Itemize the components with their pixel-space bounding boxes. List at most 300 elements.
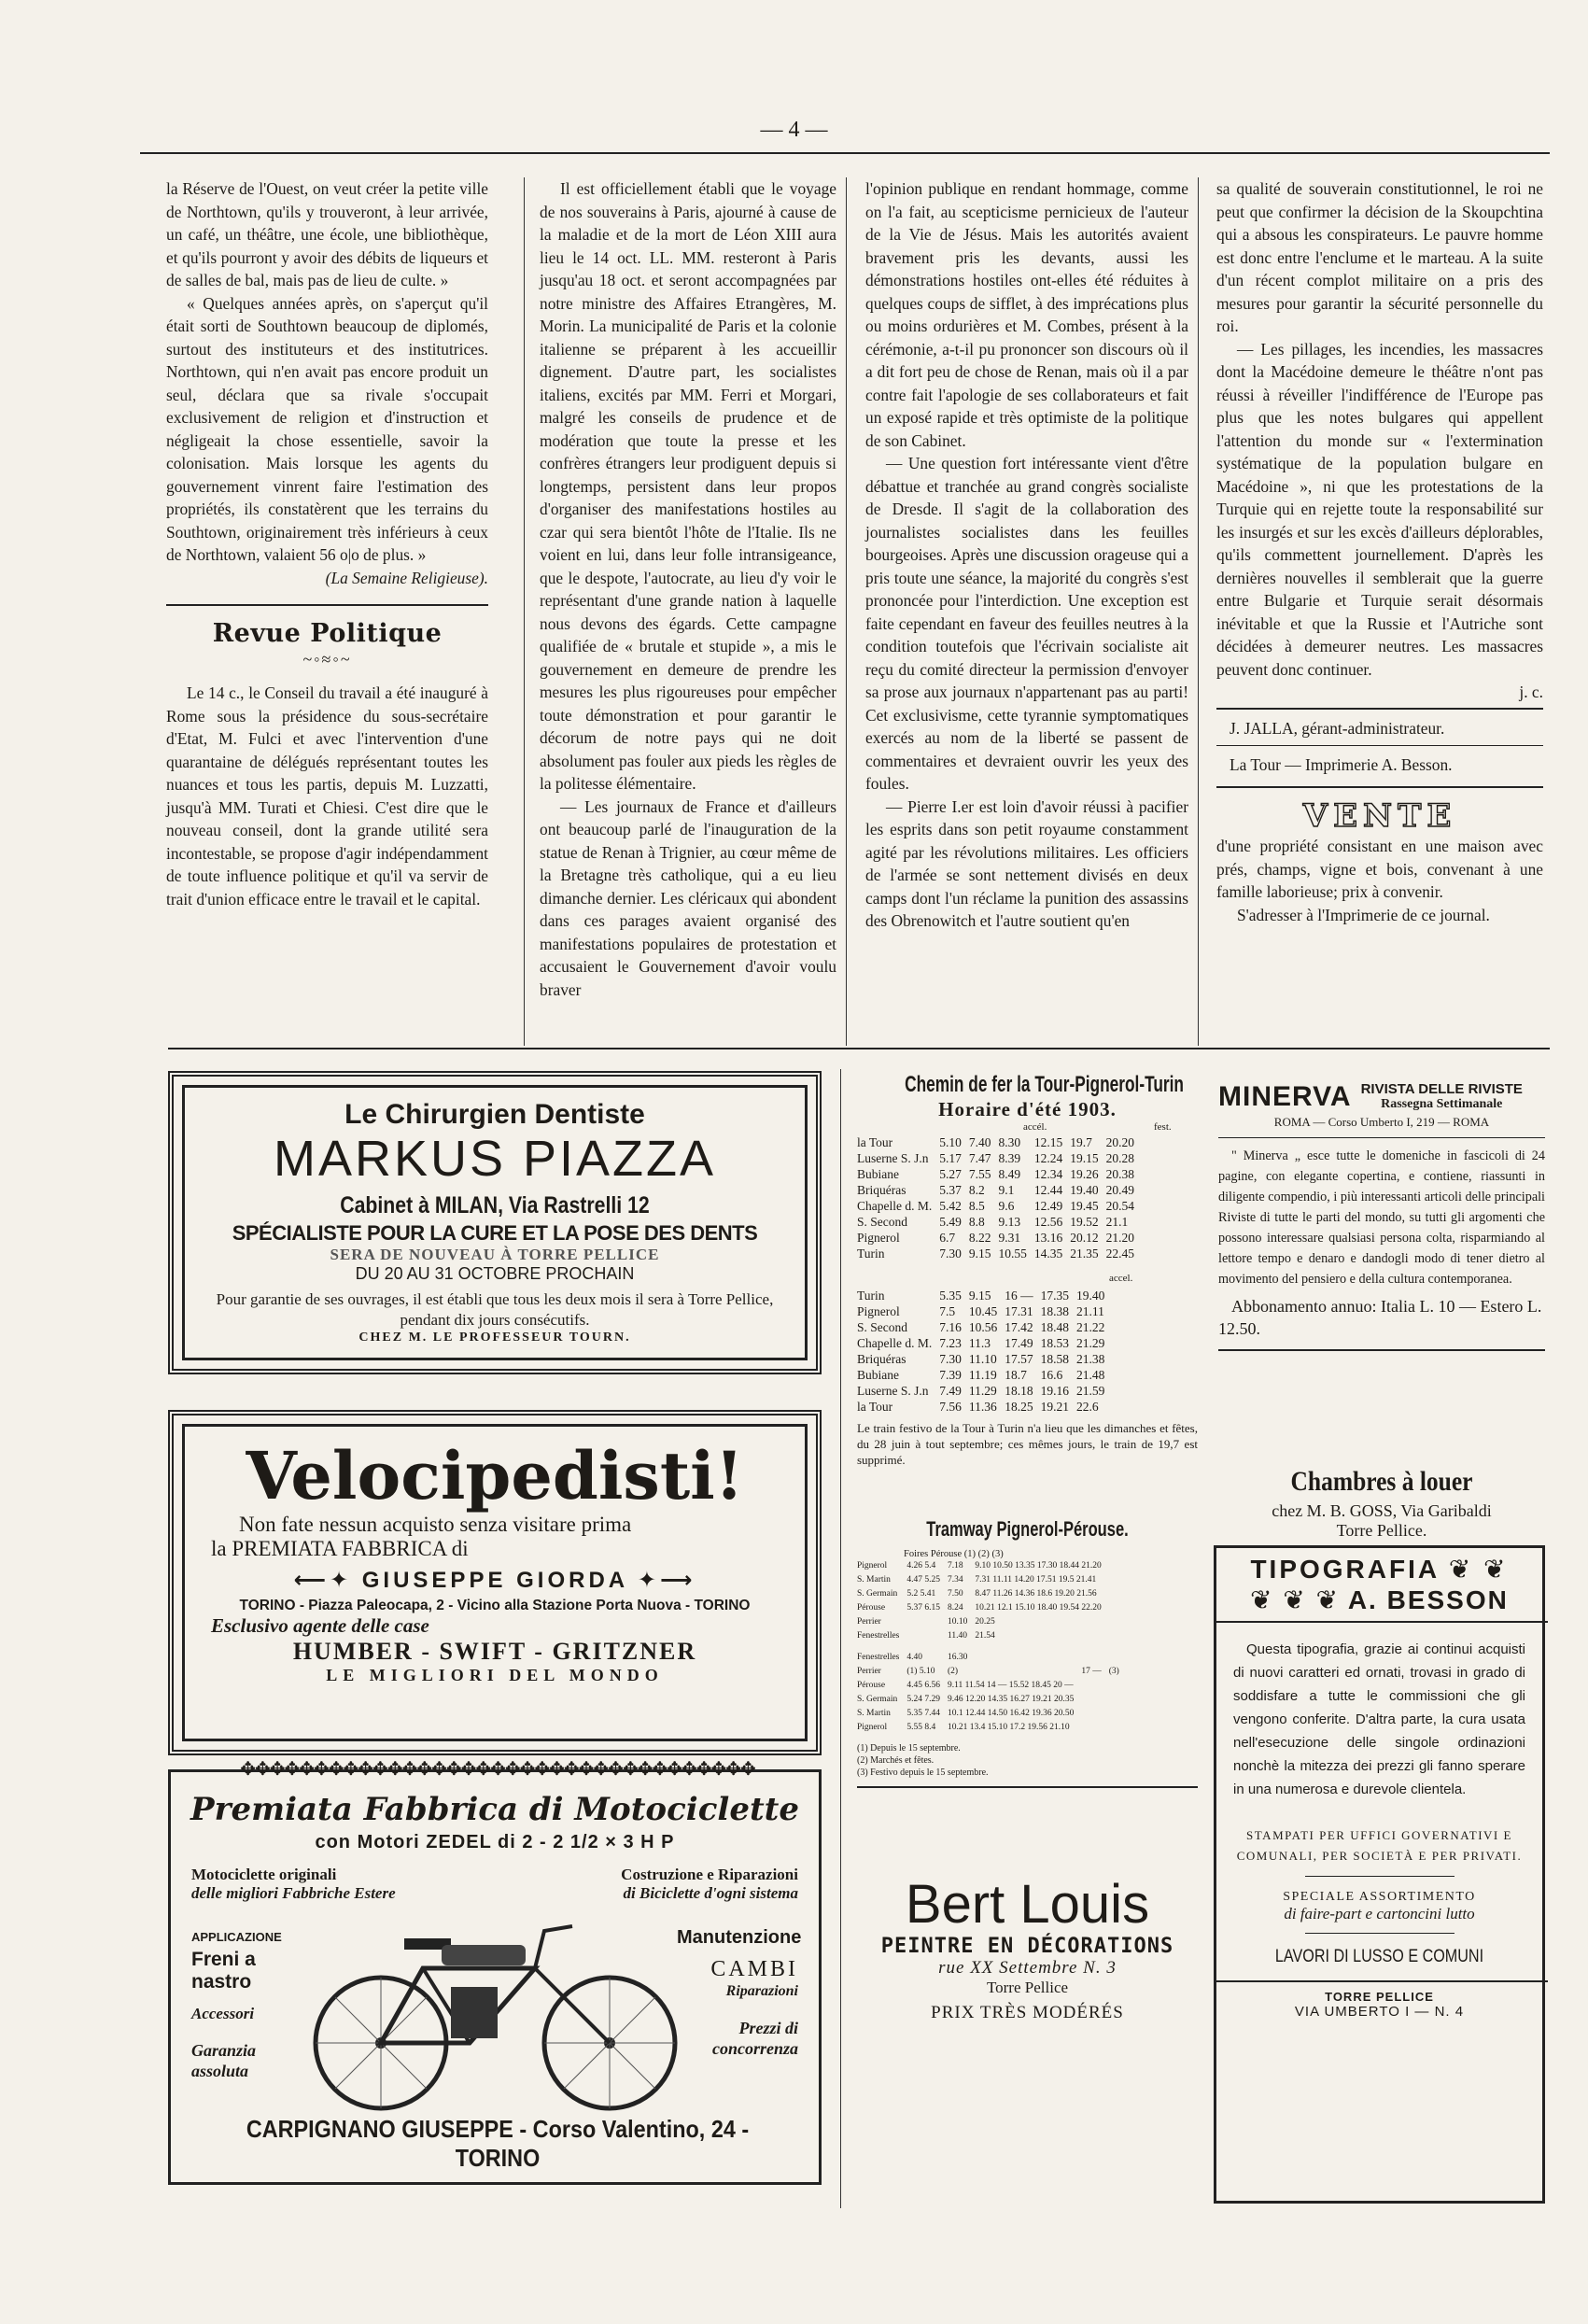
separator-rule: [1218, 1137, 1545, 1138]
separator-rule: [1305, 1933, 1454, 1934]
time-cell: 22.6: [1076, 1400, 1099, 1414]
timetable-row: [857, 1198, 1138, 1214]
vente-contact: S'adresser à l'Imprimerie de ce journal.: [1237, 905, 1490, 924]
article-text: — Les pillages, les incendies, les massacres dont la Macédoine demeure le théâtre n'ont pas réussi à réveiller l'indifférence de l'Europe pas plus que les notes bulgares qui appellent l'attention du monde sur « l'extermination systématique de la population bulgare en Macédoine », ni que les protestations de la Turquie qui en rejette toute la responsabilité sur les insurgés et sur les excès d'ailleurs déplorables, qu'ils commettent journellement. D'après les dernières nouvelles il semblerait que la guerre entre Bulgarie et Turquie serait désormais inévitable et que la Russie et l'Autriche sont décidées à demeurer neutres. Les massacres peuvent donc continuer.: [1216, 339, 1543, 679]
tramway-row: [857, 1587, 1105, 1601]
time-cell: 7.30: [939, 1247, 962, 1261]
ad-dentist-special: SPÉCIALISTE POUR LA CURE ET LA POSE DES DENTS: [232, 1221, 758, 1245]
time-cell: 8.24: [948, 1603, 963, 1613]
ad-bert-louis: [857, 1875, 1198, 2071]
ad-dentist: [168, 1071, 822, 1374]
time-cell: 5.49: [939, 1215, 962, 1229]
tipografia-title2: A. BESSON: [1347, 1585, 1509, 1614]
ad-dentist-dates: DU 20 AU 31 OCTOBRE PROCHAIN: [355, 1264, 635, 1283]
ad-moto-right1: Costruzione e Riparazioni: [621, 1866, 798, 1883]
time-cell: 19.15: [1070, 1151, 1099, 1165]
time-cell: 8.8: [968, 1215, 985, 1229]
station-name: Pignerol: [857, 1231, 900, 1245]
tramway-row: [857, 1693, 1123, 1707]
ad-moto-prezzi: Prezzi di concorrenza: [711, 2019, 798, 2058]
ad-moto-left1: Motociclette originali: [191, 1866, 337, 1883]
ad-velocipedisti: [168, 1410, 822, 1755]
time-cell: 18.18: [1005, 1384, 1033, 1398]
time-cell: 8.39: [998, 1151, 1021, 1165]
ad-moto-title: Premiata Fabbrica di Motociclette: [190, 1791, 799, 1828]
time-cell: 22.45: [1105, 1247, 1134, 1261]
station-name: Pérouse: [857, 1681, 886, 1690]
column-divider: [846, 177, 847, 1046]
time-cell: 17.35: [1040, 1289, 1069, 1303]
time-cell: 19.26: [1070, 1167, 1099, 1181]
tipografia-title1: TIPOGRAFIA: [1250, 1555, 1440, 1584]
minerva-abbonamento: Abbonamento annuo: Italia L. 10 — Estero L. 12.50.: [1218, 1297, 1542, 1338]
time-cell: 7.50: [948, 1589, 963, 1599]
tramway-row: [857, 1601, 1105, 1615]
time-cell: 7.40: [968, 1135, 991, 1149]
station-name: Perrier: [857, 1617, 881, 1627]
station-name: la Tour: [857, 1135, 893, 1149]
article-text: Le 14 c., le Conseil du travail a été inauguré à Rome sous la présidence du sous-secrétaire d'Etat, M. Fulci et avec l'intervention d'une quarantaine de délégués représentant toutes les nuances et tous les partis, depuis M. Luzzatti, jusqu'à MM. Turati et Chiesi. C'est dire que le nouveau conseil, dont la grande utilité sera incontestable, se propose d'agir indépendamment de toute influence politique et qu'il va servir de trait d'union efficace entre le travail et le capital.: [166, 683, 488, 908]
time-cell: 18.7: [1005, 1368, 1027, 1382]
timetable-row: [857, 1367, 1108, 1383]
time-cell: 10.1 12.44 14.50 16.42 19.36 20.50: [948, 1709, 1075, 1718]
time-cell: 8.22: [968, 1231, 991, 1245]
time-cell: 9.13: [998, 1215, 1021, 1229]
minerva-subtitle: Rassegna Settimanale: [1381, 1097, 1503, 1111]
time-cell: 5.37: [939, 1183, 962, 1197]
timetable-row: [857, 1246, 1138, 1261]
header-accel: accél.: [1023, 1121, 1047, 1133]
time-cell: 5.37 6.15: [906, 1603, 941, 1613]
station-name: S. Martin: [857, 1709, 891, 1718]
station-name: Briquéras: [857, 1352, 906, 1366]
ad-velo-maker-name: GIUSEPPE GIORDA: [361, 1568, 628, 1593]
time-cell: 7.31 11.11 14.20 17.51 19.5 21.41: [975, 1575, 1097, 1585]
timetable-row: [857, 1351, 1108, 1367]
time-cell: 18.25: [1005, 1400, 1033, 1414]
time-cell: 5.10: [939, 1135, 962, 1149]
time-cell: 9.15: [968, 1247, 991, 1261]
vente-title: VENTE: [1302, 796, 1457, 835]
ad-moto-app: APPLICAZIONE: [191, 1930, 282, 1944]
section-title: Revue Politique: [212, 619, 443, 648]
ad-dentist-sera: SERA DE NOUVEAU À TORRE PELLICE: [330, 1246, 660, 1263]
time-cell: 19.52: [1070, 1215, 1099, 1229]
timetable-row: [857, 1214, 1138, 1230]
column-divider: [524, 177, 525, 1046]
decorative-border-icon: ✥✥✥✥✥✥✥✥✥✥✥✥✥✥✥✥✥✥✥✥✥✥✥✥✥✥✥✥✥✥✥✥✥✥✥: [240, 1759, 755, 1780]
bert-name: Bert Louis: [905, 1874, 1150, 1935]
bert-address: rue XX Settembre N. 3: [938, 1958, 1117, 1978]
tramway-row: [857, 1629, 1105, 1643]
ad-velo-title: Velocipedisti!: [246, 1437, 744, 1514]
time-cell: 7.34: [948, 1575, 963, 1585]
time-cell: 16.30: [948, 1653, 968, 1662]
time-cell: 20.49: [1105, 1183, 1134, 1197]
ad-velo-migliori: LE MIGLIORI DEL MONDO: [326, 1666, 664, 1684]
ad-velo-agent: Esclusivo agente delle case: [211, 1614, 429, 1637]
tramway-timetable: [857, 1517, 1198, 1849]
station-name: S. Germain: [857, 1589, 898, 1599]
section-divider: [168, 1048, 1550, 1049]
time-cell: 18.48: [1040, 1320, 1069, 1334]
article-text: l'opinion publique en rendant hommage, comme on l'a fait, au scepticisme pernicieux de l'auteur de la Vie de Jésus. Mais les autorités avaient bravement pris les devants, aussi les démonstrations hostiles ont-elles été réduites à quelques coups de sifflet, à des imprécations plus ou moins ordurières et M. Combes, présent à la cérémonie, a-t-il pu prononcer son discours où il a dit fort peu de chose de Renan, mais où il a par contre fait l'apologie de ses collaborateurs et fait un exposé rapide et très optimiste de la politique de son Cabinet.: [865, 179, 1188, 450]
time-cell: 21.20: [1105, 1231, 1134, 1245]
timetable-row: [857, 1182, 1138, 1198]
time-cell: 21.22: [1076, 1320, 1105, 1334]
ad-velo-address: TORINO - Piazza Paleocapa, 2 - Vicino alla Stazione Porta Nuova - TORINO: [239, 1598, 751, 1613]
timetable-row: [857, 1335, 1108, 1351]
time-cell: 9.6: [998, 1199, 1015, 1213]
minerva-subtitle: RIVISTA DELLE RIVISTE: [1360, 1081, 1523, 1097]
time-cell: 17 —: [1081, 1667, 1102, 1676]
minerva-header: [1218, 1081, 1545, 1113]
time-cell: 16 —: [1005, 1289, 1033, 1303]
ad-dentist-name: MARKUS PIAZZA: [273, 1131, 717, 1187]
time-cell: 4.45 6.56: [906, 1681, 941, 1690]
station-name: Pérouse: [857, 1603, 886, 1613]
ad-dentist-heading: Le Chirurgien Dentiste: [344, 1099, 645, 1130]
station-name: Turin: [857, 1247, 885, 1261]
tramway-row: [857, 1679, 1123, 1693]
ad-velo-line: la PREMIATA FABBRICA di: [211, 1537, 469, 1560]
tipografia-subtitle: [1233, 1585, 1525, 1615]
ad-dentist-cabinet: Cabinet à MILAN, Via Rastrelli 12: [340, 1192, 650, 1218]
time-cell: 21.54: [975, 1631, 995, 1641]
station-name: Pignerol: [857, 1561, 888, 1570]
separator-rule: [1216, 786, 1543, 788]
station-name: Pignerol: [857, 1304, 900, 1318]
article-text: Il est officiellement établi que le voyage de nos souverains à Paris, ajourné à cause de la maladie et de la mort de Léon XIII aura lieu le 14 oct. LL. MM. resteront à Paris jusqu'au 18 oct. et seront accompagnées par notre ministre des Affaires Etrangères, M. Morin. La municipalité de Paris et la colonie italienne se préparent à les accueillir dignement. D'autre part, les socialistes italiens, excités par MM. Ferri et Morgari, malgré les conseils de prudence et de modération que toute la presse et les confrères étrangers leur prodiguent depuis si longtemps, persistent dans leur propos d'organiser des manifestations hostiles au czar qui sera bientôt l'hôte de l'Italie. Ils ne voient en lui, dans leur folle intransigeance, que le despote, l'autocrate, au lieu d'y voir le représentant d'une grande nation à laquelle nous devons des égards. Cette campagne qualifiée de « brutale et stupide », a mis le gouvernement en demeure de prendre les mesures les plus rigoureuses pour empêcher toute démonstration et pour garantir le décorum de notre pays qui ne doit absolument pas fouler aux pieds les règles de la politesse élémentaire.: [540, 179, 836, 793]
ad-velo-maker: ⟵✦ GIUSEPPE GIORDA ✦⟶: [293, 1568, 696, 1593]
time-cell: 7.47: [968, 1151, 991, 1165]
ad-tipografia: [1214, 1545, 1545, 2204]
station-name: Luserne S. J.n: [857, 1384, 929, 1398]
time-cell: 11.29: [968, 1384, 997, 1398]
time-cell: 21.35: [1070, 1247, 1099, 1261]
timetable-row: [857, 1230, 1138, 1246]
article-text: la Réserve de l'Ouest, on veut créer la petite ville de Northtown, qu'ils y trouveront, à leur arrivée, un café, un théâtre, une école, une bibliothèque, et qu'ils pourront y avoir des débits de liqueurs et de salles de bal, mais pas de lieu de culte. »: [166, 179, 488, 289]
separator-rule: [1216, 1621, 1548, 1623]
time-cell: 12.49: [1033, 1199, 1063, 1213]
time-cell: 7.5: [939, 1304, 956, 1318]
time-cell: 17.57: [1005, 1352, 1033, 1366]
article-text: — Les journaux de France et d'ailleurs ont beaucoup parlé de l'inauguration de la statue de Renan à Trignier, au cœur même de la Bretagne très catholique, qui a eu lieu dimanche dernier. Les cléricaux qui abondent dans ces parages avaient organisé des manifestations populaires de protestation et accusaient le Gouvernement d'avoir voulu braver: [540, 796, 836, 999]
time-cell: 8.30: [998, 1135, 1021, 1149]
signature: j. c.: [1519, 683, 1543, 701]
time-cell: [903, 1615, 944, 1629]
time-cell: 14.35: [1033, 1247, 1063, 1261]
separator-rule: [1216, 745, 1543, 746]
ad-moto-side-right: [677, 1926, 802, 2059]
header-accel-2: accel.: [1109, 1273, 1133, 1284]
ad-moto-left2: delle migliori Fabbriche Estere: [191, 1884, 396, 1902]
station-name: S. Germain: [857, 1695, 898, 1704]
time-cell: 12.56: [1033, 1215, 1063, 1229]
time-cell: 7.56: [939, 1400, 962, 1414]
tipografia-stampati: STAMPATI PER UFFICI GOVERNATIVI E COMUNALI, PER SOCIETÀ E PER PRIVATI.: [1236, 1828, 1523, 1863]
station-name: Turin: [857, 1289, 885, 1303]
time-cell: 4.26 5.4: [906, 1561, 936, 1570]
timetable-row: [857, 1383, 1108, 1399]
ad-velo-brands: HUMBER - SWIFT - GRITZNER: [292, 1638, 697, 1665]
time-cell: 10.55: [998, 1247, 1027, 1261]
time-cell: 17.31: [1005, 1304, 1033, 1318]
time-cell: 5.2 5.41: [906, 1589, 936, 1599]
ad-moto-accessori: Accessori: [191, 2005, 255, 2022]
time-cell: (3): [1108, 1667, 1119, 1676]
ad-moto-left: [191, 1866, 396, 1903]
time-cell: 18.38: [1040, 1304, 1069, 1318]
time-cell: 10.45: [968, 1304, 998, 1318]
tipografia-lavori: LAVORI DI LUSSO E COMUNI: [1274, 1947, 1484, 1966]
ad-moto-freni: Freni a nastro: [191, 1949, 256, 1993]
time-cell: 5.35: [939, 1289, 962, 1303]
station-name: Bubiane: [857, 1368, 899, 1382]
chambres-line: Torre Pellice.: [1336, 1521, 1427, 1540]
ad-dentist-chez: CHEZ M. LE PROFESSEUR TOURN.: [358, 1331, 631, 1345]
tramway-head: Foires Pérouse (1) (2) (3): [904, 1549, 1004, 1559]
time-cell: 19.16: [1040, 1384, 1069, 1398]
time-cell: 21.29: [1076, 1336, 1105, 1350]
ad-moto-side-left: [191, 1926, 313, 2081]
time-cell: 20.12: [1070, 1231, 1099, 1245]
timetable-note: Le train festivo de la Tour à Turin n'a lieu que les dimanches et fêtes, du 28 juin à tout septembre; ces mêmes jours, le train de 19,7 est supprimé.: [857, 1421, 1198, 1467]
tramway-row: [857, 1615, 1105, 1629]
tipografia-speciale: di faire-part e cartoncini lutto: [1284, 1905, 1475, 1923]
station-name: Bubiane: [857, 1167, 899, 1181]
ad-moto-right2: di Biciclette d'ogni sistema: [623, 1884, 798, 1902]
bert-trade: PEINTRE EN DÉCORATIONS: [880, 1935, 1174, 1958]
timetable-row: [857, 1399, 1108, 1415]
train-timetable: [857, 1072, 1198, 1511]
header-rule: [140, 152, 1550, 154]
time-cell: 11.40: [948, 1631, 968, 1641]
time-cell: 7.55: [968, 1167, 991, 1181]
ad-moto-cambi: CAMBI: [710, 1957, 798, 1981]
page-number: — 4 —: [760, 118, 828, 142]
tramway-down: [857, 1559, 1105, 1643]
station-name: Perrier: [857, 1667, 881, 1676]
tipografia-title: [1233, 1554, 1525, 1585]
ad-velo-line: Non fate nessun acquisto senza visitare prima: [239, 1513, 632, 1536]
footnote: (3) Festivo depuis le 15 septembre.: [857, 1768, 989, 1778]
time-cell: 5.35 7.44: [906, 1709, 941, 1718]
ad-moto-manut: Manutenzione: [677, 1927, 802, 1948]
header-fest: fest.: [1154, 1121, 1172, 1133]
tramway-row: [857, 1559, 1105, 1573]
timetable-row: [857, 1150, 1138, 1166]
vente-text: d'une propriété consistant en une maison avec prés, champs, vigne et bois, convenant à une famille laborieuse; prix à convenir.: [1216, 837, 1543, 901]
time-cell: 7.39: [939, 1368, 962, 1382]
time-cell: 4.47 5.25: [906, 1575, 941, 1585]
tramway-row: [857, 1651, 1123, 1665]
time-cell: 20.28: [1105, 1151, 1134, 1165]
timetable-row: [857, 1288, 1108, 1303]
ad-moto-motori: con Motori ZEDEL di 2 - 2 1/2 × 3 H P: [315, 1832, 675, 1852]
time-cell: 9.46 12.20 14.35 16.27 19.21 20.35: [948, 1695, 1075, 1704]
time-cell: 7.16: [939, 1320, 962, 1334]
time-cell: 11.36: [968, 1400, 997, 1414]
time-cell: 5.55 8.4: [906, 1723, 936, 1732]
ad-chambres: [1218, 1466, 1545, 1540]
timetable-row: [857, 1166, 1138, 1182]
timetable-row: [857, 1319, 1108, 1335]
station-name: S. Second: [857, 1215, 907, 1229]
chambres-line: chez M. B. GOSS, Via Garibaldi: [1272, 1501, 1492, 1520]
tramway-row: [857, 1721, 1123, 1735]
timetable-headers: [857, 1121, 1198, 1134]
imprimerie-line: La Tour — Imprimerie A. Besson.: [1230, 755, 1453, 774]
timetable-up: [857, 1288, 1108, 1415]
time-cell: 9.15: [968, 1289, 991, 1303]
time-cell: (1) 5.10: [906, 1667, 935, 1676]
separator-rule: [1218, 1349, 1545, 1351]
time-cell: 11.19: [968, 1368, 997, 1382]
time-cell: 8.2: [968, 1183, 985, 1197]
article-column-2: [540, 177, 836, 1001]
time-cell: 11.3: [968, 1336, 991, 1350]
station-name: Briquéras: [857, 1183, 906, 1197]
time-cell: 8.5: [968, 1199, 985, 1213]
time-cell: 6.7: [939, 1231, 956, 1245]
time-cell: 7.18: [948, 1561, 963, 1570]
station-name: Chapelle d. M.: [857, 1199, 933, 1213]
minerva-body: " Minerva „ esce tutte le domeniche in fascicoli di 24 pagine, con elegante copertina, e contiene, riassunti in diligente compendio, i più interessanti articoli delle principali Riviste di tutte le parti del mondo, su tutti gli argomenti che possono interessare qualsiasi persona colta, risparmiando al lettore tempo e denaro e dandogli modo di tener dietro al movimento del pensiero e della cultura contemporanea.: [1218, 1148, 1545, 1287]
tramway-title: Tramway Pignerol-Pérouse.: [926, 1517, 1129, 1541]
time-cell: 9.1: [998, 1183, 1015, 1197]
tipografia-city: TORRE PELLICE: [1325, 1990, 1434, 2004]
ad-dentist-garantie: Pour garantie de ses ouvrages, il est établi que tous les deux mois il sera à Torre Pellice, pendant dix jours consécutifs.: [216, 1290, 774, 1329]
time-cell: 21.48: [1076, 1368, 1105, 1382]
tramway-row: [857, 1665, 1123, 1679]
time-cell: 16.6: [1040, 1368, 1063, 1382]
time-cell: 21.59: [1076, 1384, 1105, 1398]
time-cell: 17.42: [1005, 1320, 1033, 1334]
separator-rule: [1216, 708, 1543, 710]
ad-motociclette: [168, 1759, 822, 2185]
article-text: sa qualité de souverain constitutionnel, le roi ne peut que confirmer la décision de la Skoupchtina qui a absous les conspirateurs. Le pauvre homme est donc entre l'enclume et le marteau. A la suite d'un récent complot militaire on a pris des mesures pour garantir la sécurité personnelle du roi.: [1216, 179, 1543, 335]
ad-moto-ripar: Riparazioni: [725, 1983, 798, 1999]
time-cell: 4.40: [906, 1653, 923, 1662]
separator-rule: [857, 1786, 1198, 1788]
tramway-up: [857, 1651, 1123, 1735]
bert-city: Torre Pellice: [986, 1979, 1069, 1996]
time-cell: 12.24: [1033, 1151, 1063, 1165]
timetable-down: [857, 1134, 1138, 1261]
time-cell: (2): [948, 1667, 959, 1676]
article-text: — Une question fort intéressante vient d'être débattue et tranchée au grand congrès socialiste de Dresde. Il s'agit de la collaboration des journalistes socialistes dans les feuilles bourgeoises. Après une discussion orageuse qui a pris toute une séance, la majorité du congrès s'est prononcée pour l'interdiction. Une exception est faite cependant en faveur des feuilles neutres à la condition toutefois que l'écrivain socialiste ait reçu du comité directeur la permission d'envoyer sa prose aux journaux n'appartenant pas au parti! Cet exclusivisme, cette tyrannie symptomatiques exercés au nom de la liberté se passent de commentaires et devraient ouvrir les yeux des foules.: [865, 454, 1188, 793]
fleuron-icon: ❦ ❦: [1448, 1555, 1509, 1584]
footnote: (2) Marchés et fêtes.: [857, 1755, 935, 1766]
minerva-title: MINERVA: [1218, 1081, 1352, 1112]
station-name: Pignerol: [857, 1723, 888, 1732]
time-cell: 19.40: [1070, 1183, 1099, 1197]
station-name: Fenestrelles: [857, 1631, 900, 1641]
time-cell: 7.23: [939, 1336, 962, 1350]
ad-moto-footer: CARPIGNANO GIUSEPPE - Corso Valentino, 24 - TORINO: [246, 2115, 750, 2172]
time-cell: 13.16: [1033, 1231, 1063, 1245]
separator-rule: [166, 604, 488, 606]
tramway-row: [857, 1707, 1123, 1721]
chambres-title: Chambres à louer: [1290, 1466, 1473, 1497]
station-name: S. Second: [857, 1320, 907, 1334]
time-cell: 21.1: [1105, 1215, 1129, 1229]
time-cell: 10.10: [948, 1617, 968, 1627]
station-name: S. Martin: [857, 1575, 891, 1585]
time-cell: 21.11: [1076, 1304, 1104, 1318]
time-cell: 11.10: [968, 1352, 997, 1366]
timetable-row: [857, 1303, 1108, 1319]
station-name: Fenestrelles: [857, 1653, 900, 1662]
tipografia-speciale: SPECIALE ASSORTIMENTO: [1283, 1890, 1476, 1904]
time-cell: 9.11 11.54 14 — 15.52 18.45 20 —: [948, 1681, 1074, 1690]
time-cell: 7.49: [939, 1384, 962, 1398]
separator-rule: [1216, 1980, 1548, 1982]
tipografia-body: Questa tipografia, grazie ai continui acquisti di nuovi caratteri ed ornati, trovasi in grado di soddisfare a tutte le commissioni che gli vengono conferite. D'altra parte, la cura usata nell'esecuzione delle singole ordinazioni nonchè la mitezza dei prezzi gli fanno sperare in una numerosa e durevole clientela.: [1233, 1641, 1525, 1797]
ad-moto-right: [621, 1866, 798, 1903]
time-cell: 19.40: [1076, 1289, 1105, 1303]
article-column-3: [865, 177, 1188, 933]
time-cell: 20.38: [1105, 1167, 1134, 1181]
timetable-title: Chemin de fer la Tour-Pignerol-Turin: [905, 1072, 1184, 1097]
time-cell: 12.34: [1033, 1167, 1063, 1181]
time-cell: 20.25: [975, 1617, 995, 1627]
time-cell: 18.58: [1040, 1352, 1069, 1366]
article-column-4: [1216, 177, 1543, 926]
fleuron-icon: ❦ ❦ ❦: [1250, 1585, 1341, 1614]
column-divider: [840, 1069, 841, 2208]
time-cell: 8.47 11.26 14.36 18.6 19.20 21.56: [975, 1589, 1097, 1599]
time-cell: 10.56: [968, 1320, 998, 1334]
separator-rule: [1305, 1876, 1454, 1877]
time-cell: 12.15: [1033, 1135, 1063, 1149]
tramway-row: [857, 1573, 1105, 1587]
station-name: la Tour: [857, 1400, 893, 1414]
time-cell: 21.38: [1076, 1352, 1105, 1366]
footnote: (1) Depuis le 15 septembre.: [857, 1743, 961, 1754]
time-cell: 8.49: [998, 1167, 1021, 1181]
motorcycle-icon: [302, 1912, 694, 2118]
article-text: « Quelques années après, on s'aperçut qu'il était sorti de Southtown beaucoup de diplomés, surtout des instituteurs et des institutrices. Northtown, qui n'en avait pas encore produit un seul, déclara que sa rivale s'occupait exclusivement de religion et d'instruction et négligeait la chose essentielle, savoir la colonisation. Mais lorsque les agents du gouvernement vinrent faire l'estimation des propriétés, ils constatèrent que les terrains du Southtown, originairement très inférieurs à ceux de Northtown, valaient 56 o|o de plus. »: [166, 293, 488, 564]
time-cell: 20.54: [1105, 1199, 1134, 1213]
timetable-row: [857, 1134, 1138, 1150]
time-cell: 19.21: [1040, 1400, 1069, 1414]
time-cell: 9.10 10.50 13.35 17.30 18.44 21.20: [975, 1561, 1102, 1570]
ad-minerva: [1218, 1081, 1545, 1450]
ad-moto-garanzia: Garanzia assoluta: [191, 2041, 257, 2080]
time-cell: 18.53: [1040, 1336, 1069, 1350]
ornament-icon: ~◦≈◦~: [302, 649, 352, 669]
time-cell: 19.7: [1070, 1135, 1092, 1149]
time-cell: 5.42: [939, 1199, 962, 1213]
tramway-footnotes: [857, 1742, 1198, 1779]
time-cell: 12.44: [1033, 1183, 1063, 1197]
time-cell: 10.21 12.1 15.10 18.40 19.54 22.20: [975, 1603, 1102, 1613]
time-cell: 5.17: [939, 1151, 962, 1165]
time-cell: 5.27: [939, 1167, 962, 1181]
time-cell: 5.24 7.29: [906, 1695, 941, 1704]
station-name: Chapelle d. M.: [857, 1336, 933, 1350]
article-source: (La Semaine Religieuse).: [325, 568, 488, 587]
tipografia-via: VIA UMBERTO I — N. 4: [1294, 2004, 1465, 2020]
time-cell: [903, 1629, 944, 1643]
time-cell: 17.49: [1005, 1336, 1033, 1350]
time-cell: 10.21 13.4 15.10 17.2 19.56 21.10: [948, 1723, 1070, 1732]
article-text: — Pierre I.er est loin d'avoir réussi à pacifier les esprits dans son petit royaume constamment agité par les révolutions militaires. Les officiers de l'armée se sont nettement divisés en deux camps dont l'un réclame la punition des assassins des Obrenowitch et l'autre soutient qu'en: [865, 796, 1188, 930]
timetable-headers-2: [857, 1273, 1198, 1288]
time-cell: 20.20: [1105, 1135, 1134, 1149]
